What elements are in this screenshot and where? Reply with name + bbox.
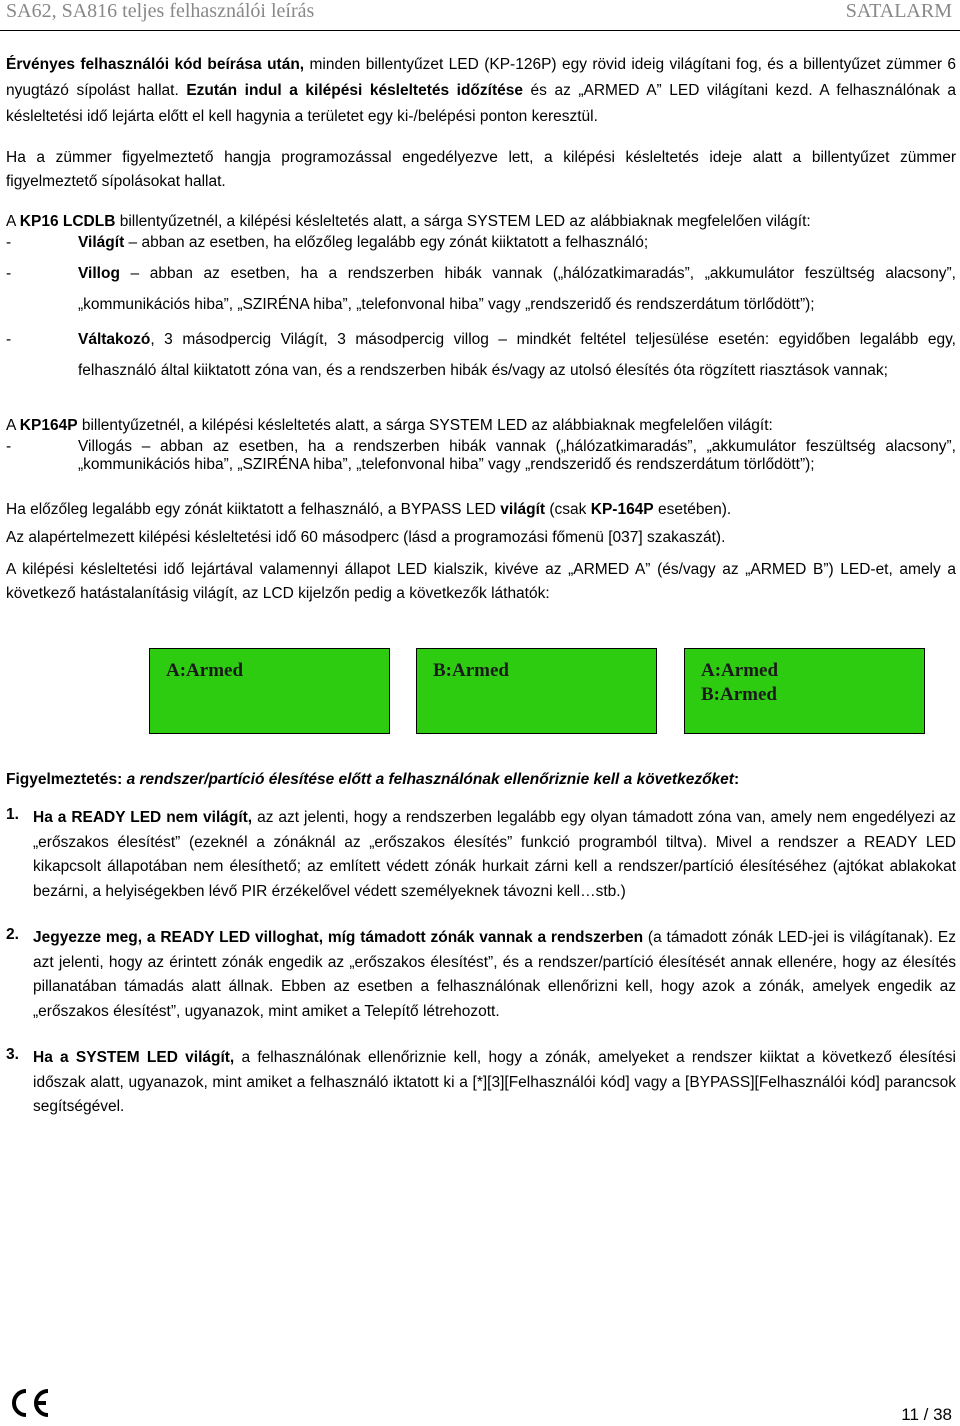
list-item: - Váltakozó, 3 másodpercig Világít, 3 másodpercig villog – mindkét feltétel teljesülése esetén: egyidőben legalább egy, felhasználó által kiiktatott zóna van, és a rendszerben hibák és/vagy az utolsó élesítés óta rögzített riasztások vannak;: [6, 324, 956, 386]
bold-text: Ezután indul a kilépési késleltetés időzítése: [186, 82, 523, 99]
lcd-screen: B:Armed: [416, 648, 657, 734]
numbered-item: 2. Jegyezze meg, a READY LED villoghat, míg támadott zónák vannak a rendszerben (a támadott zónák LED-jei is világítanak). Ez azt jelenti, hogy az érintett zónák engedik az „erőszakos élesítést”, és a rendszer/partíció élesítését annak ellenére, hogy az élesítés pillanatában támadás alatt állnak. Ebben az esetben a felhasználónak ellenőrizni kell, hogy azok a zónák, amelyek engedik az „erőszakos élesítést”, ugyanazok, mint amiket a Telepítő létrehozott.: [6, 926, 956, 1024]
ce-mark-icon: [6, 1386, 54, 1425]
page-number: 11 / 38: [901, 1405, 952, 1424]
numbered-item: 1. Ha a READY LED nem világít, az azt jelenti, hogy a rendszerben legalább egy olyan támadott zóna van, amely nem engedélyezi az „erőszakos élesítést” (ezeknél a zónáknál az „erőszakos élesítés” funkció programból tiltva). Mivel a rendszer a READY LED kikapcsolt állapotában nem élesíthető; az említett védett zónák hurkait zárni kell a rendszer/partíció élesítéséhez (ajtókat ablakokat bezárni, a helyiségekben lévő PIR érzékelővel védett személyeknek távozni kell…stb.): [6, 806, 956, 904]
warning-heading: Figyelmeztetés: a rendszer/partíció élesítése előtt a felhasználónak ellenőriznie kell a következőket:: [6, 771, 740, 788]
kp16-list: [6, 234, 956, 386]
lcd-screen: A:Armed: [149, 648, 390, 734]
item-number: 2.: [6, 926, 19, 943]
list-item: - Villog – abban az esetben, ha a rendszerben hibák vannak („hálózatkimaradás”, „akkumulátor feszültség alacsony”, „kommunikációs hiba”, „SZIRÉNA hiba”, „telefonvonal hiba” vagy „rendszeridő és rendszerdátum törlődött”);: [6, 258, 956, 320]
paragraph-bypass: Ha előzőleg legalább egy zónát kiiktatott a felhasználó, a BYPASS LED világít (csak KP-164P esetében).: [6, 501, 732, 518]
paragraph-buzzer: Ha a zümmer figyelmeztető hangja programozással engedélyezve lett, a kilépési késleltetés ideje alatt a billentyűzet zümmer figyelmeztető sípolásokat hallat.: [6, 149, 956, 190]
document-title: SA62, SA816 teljes felhasználói leírás: [6, 0, 315, 22]
list-item: - Világít – abban az esetben, ha előzőleg legalább egy zónát kiiktatott a felhasználó;: [6, 234, 649, 251]
dash-marker: -: [6, 438, 12, 455]
lcd-screen: A:Armed B:Armed: [684, 648, 925, 734]
dash-marker: -: [6, 331, 12, 348]
paragraph-kp16: A KP16 LCDLB billentyűzetnél, a kilépési késleltetés alatt, a sárga SYSTEM LED az alábbiaknak megfelelően világít:: [6, 213, 811, 230]
dash-marker: -: [6, 265, 12, 282]
page-content: [6, 52, 956, 1120]
paragraph-after-delay: A kilépési késleltetési idő lejártával valamennyi állapot LED kialszik, kivéve az „ARMED A” (és/vagy az „ARMED B”) LED-et, amely a következő hatástalanításig világít, az LCD kijelzőn pedig a következők láthatók:: [6, 561, 956, 602]
paragraph-kp164: A KP164P billentyűzetnél, a kilépési késleltetés alatt, a sárga SYSTEM LED az alábbiaknak megfelelően világít:: [6, 417, 773, 434]
bold-text: Érvényes felhasználói kód beírása után,: [6, 56, 305, 73]
item-number: 3.: [6, 1046, 19, 1063]
page-header: [0, 0, 960, 31]
lcd-display-examples: [6, 648, 956, 734]
item-number: 1.: [6, 806, 19, 823]
brand-name: SATALARM: [845, 0, 952, 22]
model-name: KP16 LCDLB: [19, 213, 116, 230]
paragraph-user-code: Érvényes felhasználói kód beírása után, minden billentyűzet LED (KP-126P) egy rövid ideig világítani fog, és a billentyűzet zümmer 6 nyugtázó sípolást hallat. Ezután indul a kilépési késleltetés időzítése és az „ARMED A” LED világítani kezd. A felhasználónak a késleltetési idő lejárta előtt el kell hagynia a területet egy ki-/belépési ponton keresztül.: [6, 56, 956, 125]
dash-marker: -: [6, 234, 12, 251]
list-item: - Villogás – abban az esetben, ha a rendszerben hibák vannak („hálózatkimaradás”, „akkumulátor feszültség alacsony”, „kommunikációs hiba”, „SZIRÉNA hiba”, „telefonvonal hiba” vagy „rendszeridő és rendszerdátum törlődött”);: [6, 438, 956, 473]
paragraph-default-delay: Az alapértelmezett kilépési késleltetési idő 60 másodperc (lásd a programozási főmenü [037] szakaszát).: [6, 529, 726, 546]
numbered-item: 3. Ha a SYSTEM LED világít, a felhasználónak ellenőriznie kell, hogy a zónák, amelyeket a rendszer kiiktat a következő élesítési időszak alatt, ugyanazok, mint amiket a felhasználó iktatott ki a [*][3][Felhasználói kód] vagy a [BYPASS][Felhasználói kód] parancsok segítségével.: [6, 1046, 956, 1120]
model-name: KP164P: [19, 417, 78, 434]
